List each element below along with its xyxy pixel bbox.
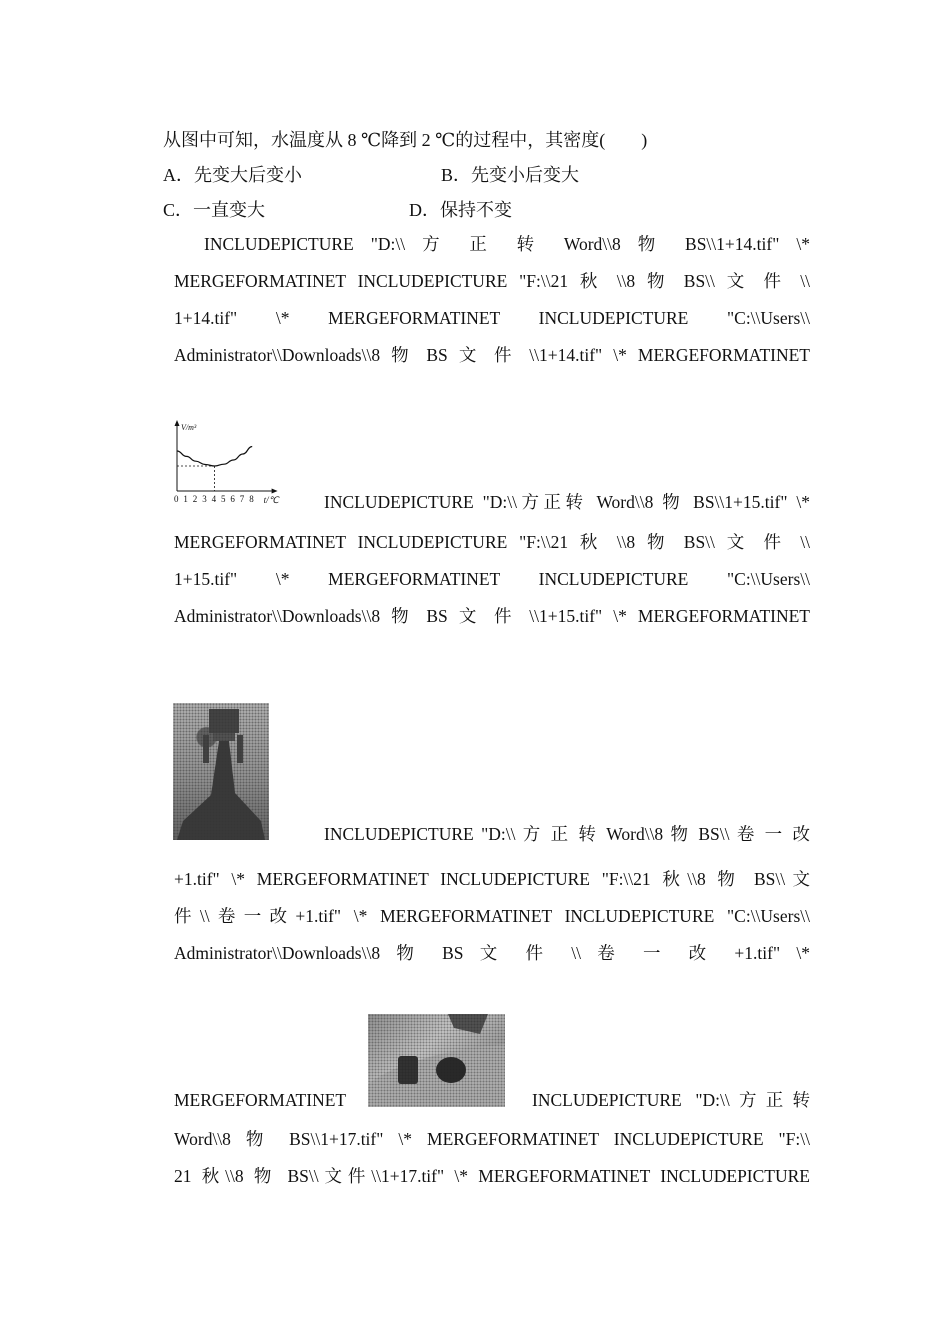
option-c: C．一直变大	[163, 200, 266, 220]
hand-objects-photo	[368, 1014, 505, 1107]
x-tick-label: 7	[239, 494, 245, 504]
field-code-line: INCLUDEPICTURE "D:\\方正转	[532, 1090, 810, 1110]
field-code-line: INCLUDEPICTURE "D:\\ 方 正 转 Word\\8 物 BS\\ 卷 一 改	[324, 824, 810, 844]
field-code-line: Administrator\\Downloads\\8 物 BS 文 件 \\ 卷 一 改 +1.tif" \*	[174, 943, 810, 963]
field-code-line: +1.tif" \* MERGEFORMATINET INCLUDEPICTURE "F:\\21 秋\\8 物 BS\\文	[174, 869, 810, 889]
field-code-fragment: MERGEFORMATINET	[174, 1090, 347, 1110]
y-axis-arrow	[175, 420, 180, 426]
statue-photo	[173, 703, 269, 840]
x-tick-label: 6	[230, 494, 235, 504]
volume-curve	[177, 447, 252, 467]
field-code-line: Administrator\\Downloads\\8 物 BS 文 件 \\1+14.tif" \* MERGEFORMATINET	[174, 345, 810, 365]
field-code-line: 1+15.tif" \* MERGEFORMATINET INCLUDEPICTURE "C:\\Users\\	[174, 569, 810, 589]
field-code-line: INCLUDEPICTURE "D:\\ 方 正 转 Word\\8 物 BS\\1+14.tif" \*	[204, 234, 810, 254]
x-tick-label: 8	[249, 494, 254, 504]
x-tick-label: 0	[174, 494, 179, 504]
x-tick-label: 4	[211, 494, 217, 504]
y-axis-label: V/m³	[181, 423, 197, 432]
x-axis-label: t/℃	[263, 495, 279, 505]
option-a: A．先变大后变小	[163, 165, 302, 185]
volume-temperature-chart	[168, 418, 298, 510]
field-code-line: Administrator\\Downloads\\8 物 BS 文 件 \\1+15.tif" \* MERGEFORMATINET	[174, 606, 810, 626]
x-axis-arrow	[272, 489, 278, 494]
x-tick-label: 3	[202, 494, 207, 504]
x-tick-label: 5	[221, 494, 226, 504]
option-d: D．保持不变	[409, 200, 512, 220]
field-code-line: 21 秋\\8 物 BS\\文件\\1+17.tif" \* MERGEFORMATINET INCLUDEPICTURE	[174, 1166, 810, 1186]
field-code-line: MERGEFORMATINET INCLUDEPICTURE "F:\\21 秋 \\8 物 BS\\ 文 件 \\	[174, 532, 810, 552]
question-stem: 从图中可知，水温度从 8 ℃降到 2 ℃的过程中，其密度( )	[163, 130, 648, 150]
field-code-line: 1+14.tif" \* MERGEFORMATINET INCLUDEPICTURE "C:\\Users\\	[174, 308, 810, 328]
field-code-line: INCLUDEPICTURE "D:\\方正转 Word\\8 物 BS\\1+15.tif" \*	[324, 492, 810, 512]
field-code-line: Word\\8 物 BS\\1+17.tif" \* MERGEFORMATINET INCLUDEPICTURE "F:\\	[174, 1129, 810, 1149]
field-code-line: MERGEFORMATINET INCLUDEPICTURE "F:\\21 秋 \\8 物 BS\\ 文 件 \\	[174, 271, 810, 291]
x-tick-label: 1	[183, 494, 188, 504]
field-code-line: 件\\卷一改+1.tif" \* MERGEFORMATINET INCLUDEPICTURE "C:\\Users\\	[174, 906, 810, 926]
option-b: B．先变小后变大	[441, 165, 580, 185]
x-tick-label: 2	[192, 494, 198, 504]
